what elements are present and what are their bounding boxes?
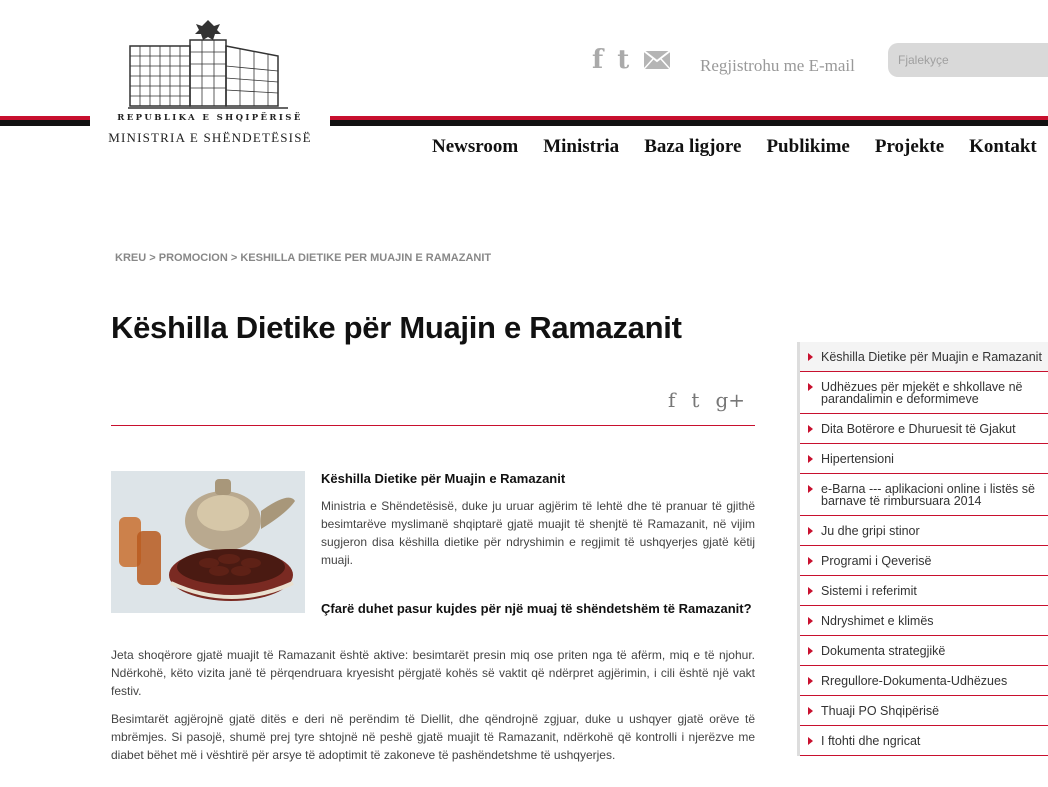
sidebar-item-label: Ndryshimet e klimës bbox=[821, 614, 934, 628]
logo-ministry-text: MINISTRIA E SHËNDETËSISË bbox=[108, 130, 312, 145]
article-paragraph: Besimtarët agjërojnë gjatë ditës e deri në perëndim të Diellit, dhe qëndrojnë zgjuar, duke u ushqyer gjatë orëve të mbrëmjes. Si pasojë, shumë prej tyre shtojnë në peshë gjatë muajit të Ramazanit, ndërkohë që kontrolli i njerëzve me diabet bëhet më i vështirë për arsye të adoptimit të zakoneve të pashëndetshme të ushqyerjes. bbox=[111, 712, 755, 762]
sidebar-item-rregullore[interactable] bbox=[800, 666, 1048, 696]
building-emblem-icon bbox=[128, 16, 288, 110]
nav-kontakt[interactable]: Kontakt bbox=[969, 136, 1037, 157]
facebook-icon[interactable]: f bbox=[668, 388, 676, 412]
search-input[interactable] bbox=[888, 43, 1048, 77]
nav-baza-ligjore[interactable]: Baza ligjore bbox=[644, 136, 742, 157]
arrow-right-icon bbox=[808, 425, 813, 433]
arrow-right-icon bbox=[808, 383, 813, 391]
arrow-right-icon bbox=[808, 737, 813, 745]
arrow-right-icon bbox=[808, 353, 813, 361]
article-subtitle: Këshilla Dietike për Muajin e Ramazanit bbox=[321, 471, 566, 486]
article-image bbox=[111, 471, 305, 613]
sidebar-item-label: I ftohti dhe ngricat bbox=[821, 734, 921, 748]
arrow-right-icon bbox=[808, 527, 813, 535]
arrow-right-icon bbox=[808, 647, 813, 655]
title-divider bbox=[111, 425, 755, 426]
sidebar-item-label: Udhëzues për mjekët e shkollave në parandalimin e deformimeve bbox=[821, 380, 1023, 406]
sidebar-item-gripi-stinor[interactable] bbox=[800, 516, 1048, 546]
top-social-links bbox=[592, 46, 671, 74]
breadcrumb-separator: > bbox=[149, 252, 156, 264]
arrow-right-icon bbox=[808, 485, 813, 493]
twitter-icon[interactable]: t bbox=[691, 388, 700, 412]
sidebar-item-udhezues[interactable] bbox=[800, 372, 1048, 414]
article-paragraph: Jeta shoqërore gjatë muajit të Ramazanit është aktive: besimtarët presin miq ose priten nga të afërm, miq e të njohur. Ndërkohë, këto vizita janë të përqendruara kryesisht përgjatë kohës së vaktit që ndërpret agjërimin, i cili është një vakt festiv. bbox=[111, 648, 755, 698]
ministry-logo[interactable] bbox=[90, 10, 330, 150]
sidebar-item-ndryshimet-klimes[interactable] bbox=[800, 606, 1048, 636]
sidebar-item-sistemi-referimit[interactable] bbox=[800, 576, 1048, 606]
article-intro bbox=[321, 471, 755, 569]
breadcrumb-section[interactable]: PROMOCION bbox=[158, 252, 228, 264]
sidebar-item-dokumenta-strategjike[interactable] bbox=[800, 636, 1048, 666]
sidebar-item-label: Rregullore-Dokumenta-Udhëzues bbox=[821, 674, 1008, 688]
arrow-right-icon bbox=[808, 587, 813, 595]
sidebar-item-dita-boterore[interactable] bbox=[800, 414, 1048, 444]
logo-republic-text: REPUBLIKA E SHQIPËRISË bbox=[117, 113, 303, 123]
register-email-link[interactable]: Regjistrohu me E-mail bbox=[700, 56, 855, 75]
breadcrumb-current: KESHILLA DIETIKE PER MUAJIN E RAMAZANIT bbox=[240, 252, 492, 264]
sidebar-item-programi[interactable] bbox=[800, 546, 1048, 576]
breadcrumb-separator: > bbox=[230, 252, 238, 264]
mail-icon[interactable] bbox=[643, 50, 671, 70]
breadcrumb-home[interactable]: KREU bbox=[115, 252, 147, 264]
sidebar-item-label: Këshilla Dietike për Muajin e Ramazanit bbox=[821, 350, 1042, 364]
sidebar-item-label: Programi i Qeverisë bbox=[821, 554, 932, 568]
sidebar-item-i-ftohti[interactable] bbox=[800, 726, 1048, 756]
share-links bbox=[668, 388, 745, 412]
sidebar-item-label: Dokumenta strategjikë bbox=[821, 644, 946, 658]
article-question-heading: Çfarë duhet pasur kujdes për një muaj të shëndetshëm të Ramazanit? bbox=[321, 601, 752, 616]
nav-publikime[interactable]: Publikime bbox=[766, 136, 850, 157]
article-intro-text: Ministria e Shëndetësisë, duke ju uruar agjërim të lehtë dhe të pranuar të gjithë besimtarëve myslimanë shqiptarë gjatë muajit të shenjtë të Ramazanit, në vijim sugjeron disa këshilla dietike për ndryshimin e regjimit të ushqyerjes gjatë këtij muaji. bbox=[321, 499, 755, 567]
sidebar-item-label: Thuaji PO Shqipërisë bbox=[821, 704, 940, 718]
sidebar-item-thuaji-po[interactable] bbox=[800, 696, 1048, 726]
arrow-right-icon bbox=[808, 557, 813, 565]
sidebar-item-hipertensioni[interactable] bbox=[800, 444, 1048, 474]
sidebar-item-keshilla-dietike[interactable] bbox=[800, 342, 1048, 372]
sidebar-item-e-barna[interactable] bbox=[800, 474, 1048, 516]
sidebar-related-list bbox=[797, 342, 1048, 756]
sidebar-item-label: Hipertensioni bbox=[821, 452, 894, 466]
breadcrumb bbox=[115, 252, 491, 264]
arrow-right-icon bbox=[808, 455, 813, 463]
sidebar-item-label: e-Barna --- aplikacioni online i listës së barnave të rimbursuara 2014 bbox=[821, 482, 1035, 508]
sidebar-item-label: Dita Botërore e Dhuruesit të Gjakut bbox=[821, 422, 1016, 436]
arrow-right-icon bbox=[808, 677, 813, 685]
page-title: Këshilla Dietike për Muajin e Ramazanit bbox=[111, 310, 682, 345]
twitter-icon[interactable]: t bbox=[617, 45, 630, 75]
nav-ministria[interactable]: Ministria bbox=[543, 136, 620, 157]
arrow-right-icon bbox=[808, 707, 813, 715]
arrow-right-icon bbox=[808, 617, 813, 625]
sidebar-item-label: Ju dhe gripi stinor bbox=[821, 524, 920, 538]
sidebar-item-label: Sistemi i referimit bbox=[821, 584, 917, 598]
facebook-icon[interactable]: f bbox=[592, 45, 604, 75]
nav-projekte[interactable]: Projekte bbox=[874, 136, 945, 157]
main-nav bbox=[432, 136, 1048, 158]
nav-newsroom[interactable]: Newsroom bbox=[432, 136, 519, 157]
google-plus-icon[interactable]: g+ bbox=[715, 388, 746, 412]
